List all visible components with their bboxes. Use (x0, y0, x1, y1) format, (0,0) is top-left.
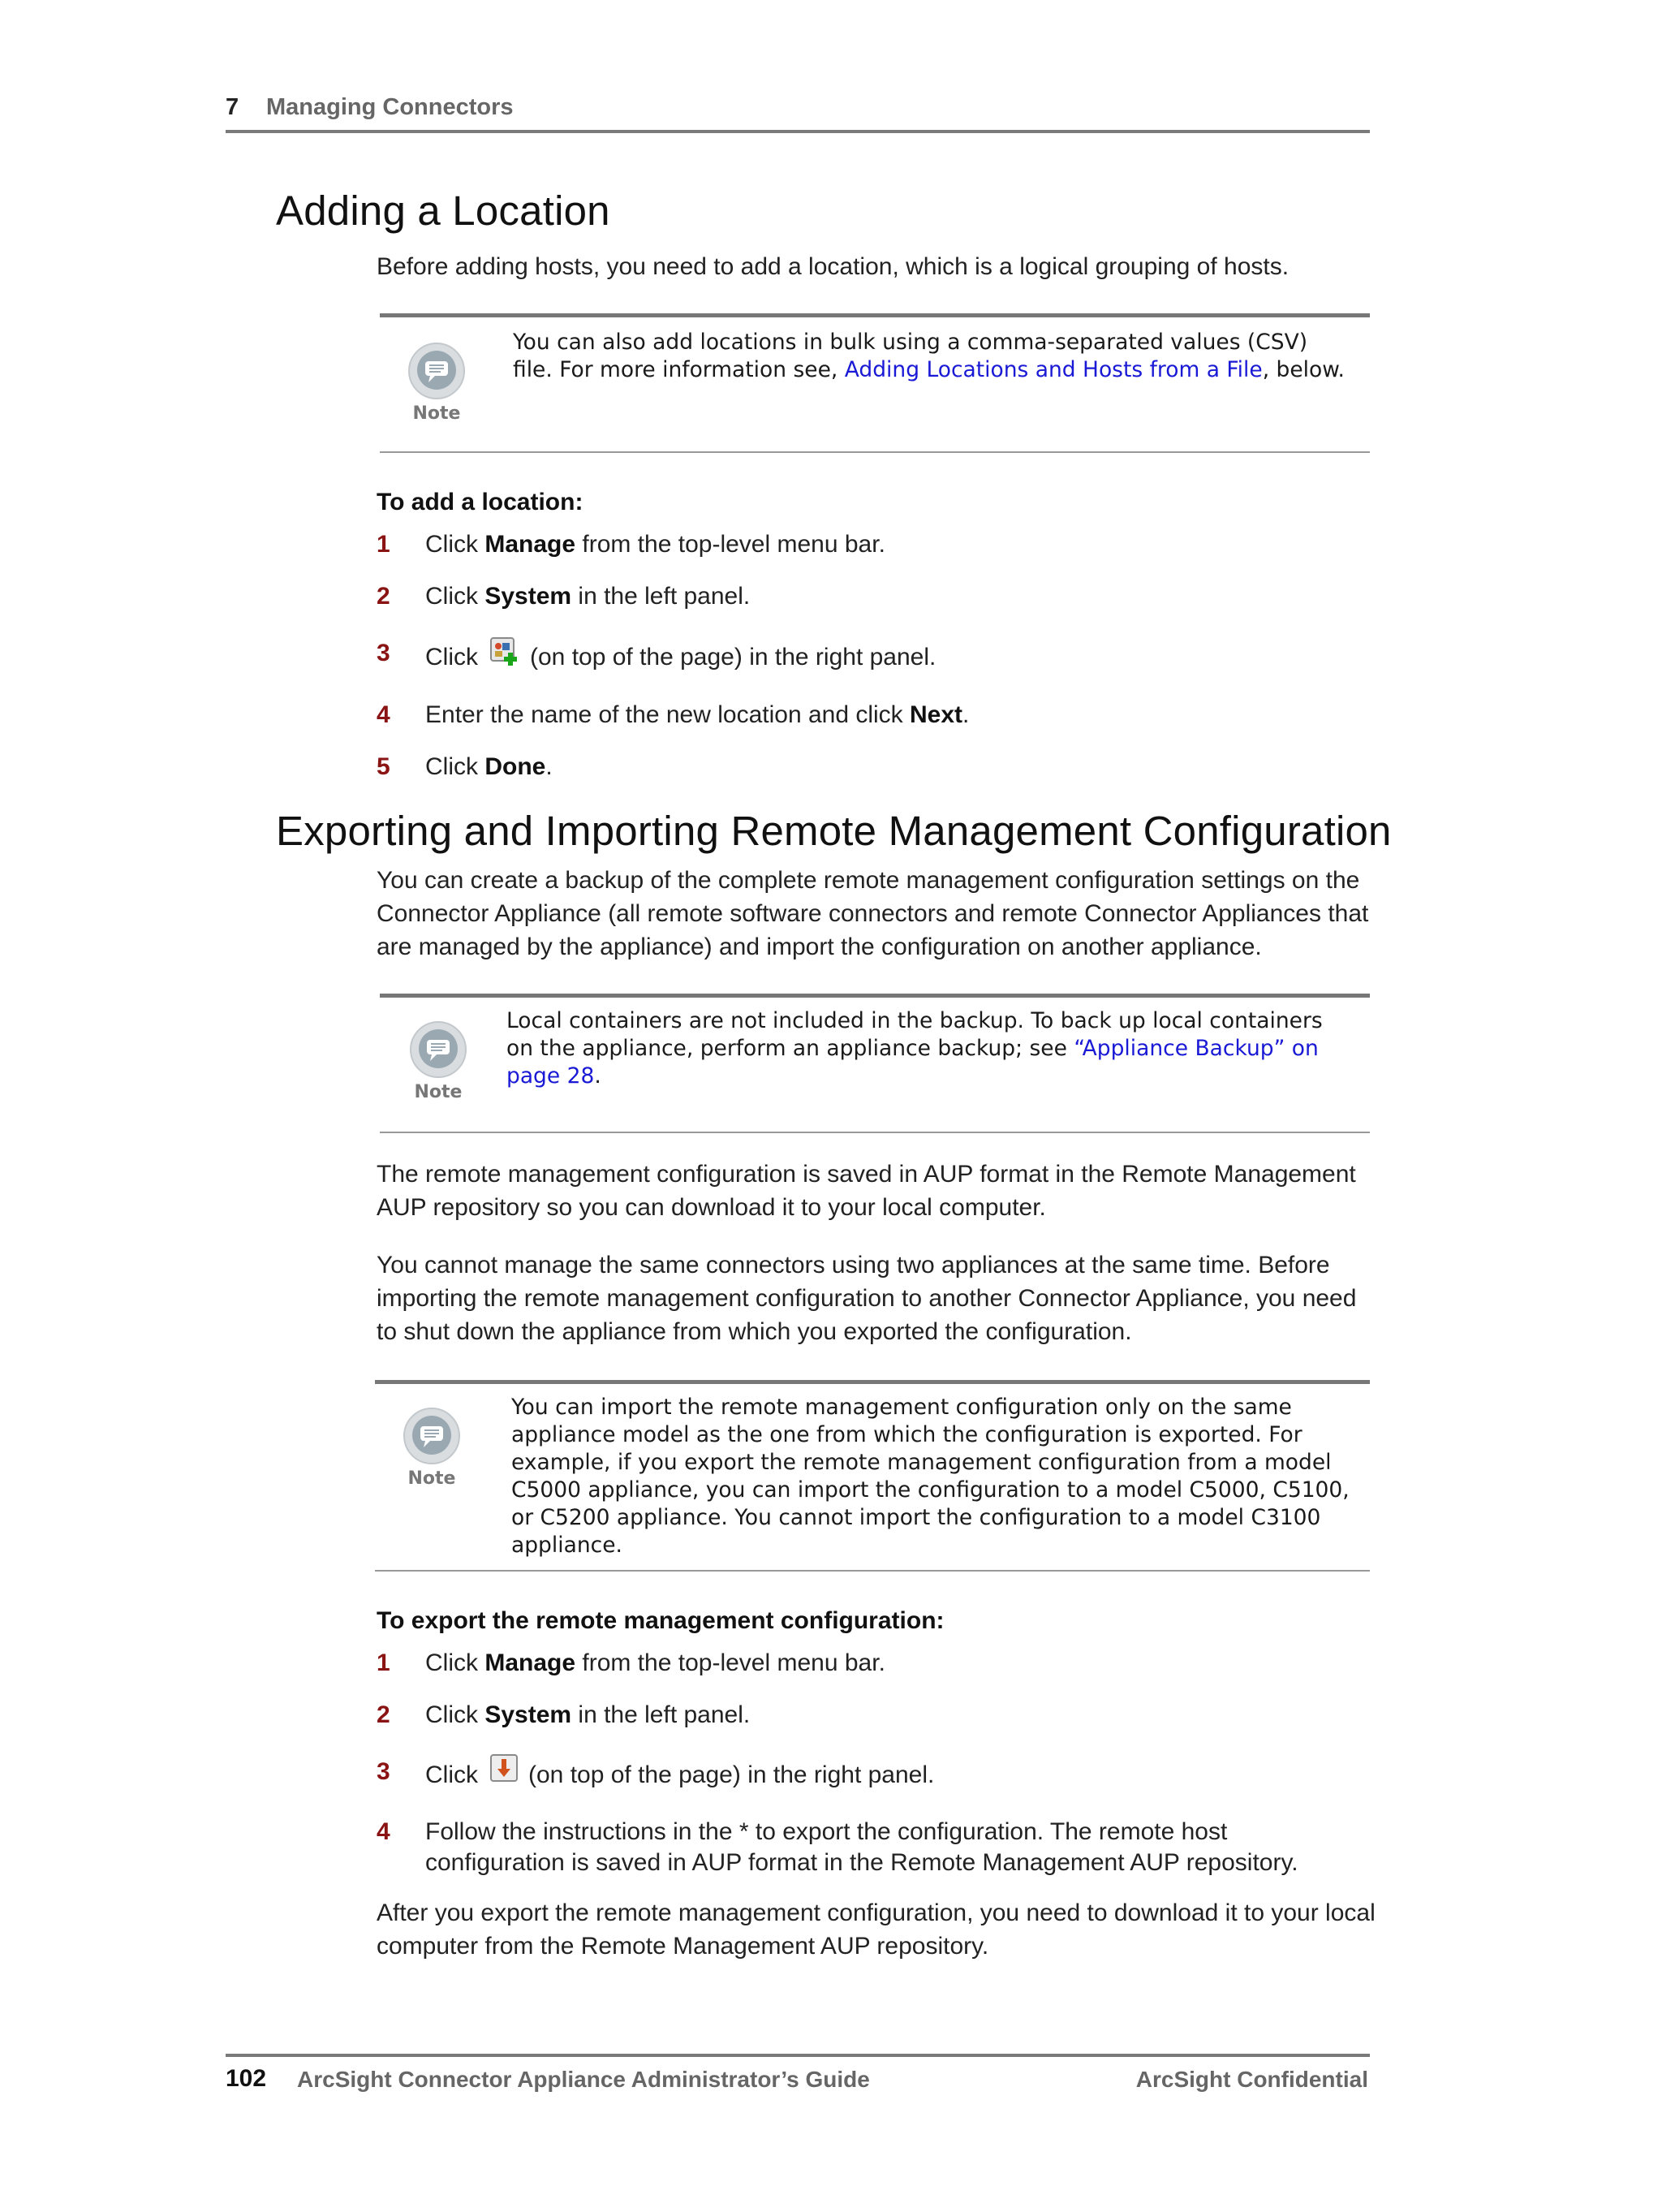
step-number: 4 (377, 701, 390, 728)
button-name-done: Done (484, 753, 546, 780)
paragraph-shutdown: You cannot manage the same connectors using two appliances at the same time. Before importing the remote management configuration to another Connector Appliance, you need to shut down the appliance from which you exported the configuration. (377, 1252, 1357, 1345)
link-adding-locations-hosts-file[interactable]: Adding Locations and Hosts from a File (844, 357, 1263, 382)
note-box-local-containers (380, 994, 1370, 1133)
note-text-csv (513, 329, 1349, 384)
step-text: Click (on top of the page) in the right panel. (425, 638, 1334, 679)
chapter-title: Managing Connectors (266, 94, 514, 120)
note-text-part: , below. (1262, 357, 1345, 382)
step-number: 5 (377, 753, 390, 780)
menu-name-manage: Manage (484, 1649, 576, 1676)
section-title-export-import: Exporting and Importing Remote Management Configuration (276, 808, 1392, 854)
export-download-icon (489, 1753, 520, 1792)
step-text: Click System in the left panel. (425, 583, 751, 610)
step-number: 3 (377, 1758, 390, 1785)
chapter-number: 7 (226, 94, 239, 120)
step-number: 2 (377, 583, 390, 610)
step-number: 1 (377, 1649, 390, 1676)
note-icon (399, 1407, 464, 1489)
step-number: 3 (377, 640, 390, 666)
page-number: 102 (226, 2065, 267, 2092)
step-text: Click Done. (425, 753, 553, 780)
step-number: 2 (377, 1701, 390, 1728)
running-header (226, 91, 1370, 133)
note-text-part: You can also add locations in bulk using a comma-separated values (CSV) file. For more information see, (513, 330, 1308, 382)
step-number: 1 (377, 531, 390, 558)
procedure-title-export: To export the remote management configuration: (377, 1607, 945, 1634)
paragraph-aup-format: The remote management configuration is saved in AUP format in the Remote Management AUP repository so you can download it to your local computer. (377, 1161, 1356, 1221)
section2-intro: You can create a backup of the complete remote management configuration settings on the Connector Appliance (all remote software connectors and remote Connector Appliances that are managed by the appliance) and import the configuration on another appliance. (377, 867, 1369, 960)
add-location-icon (489, 635, 522, 675)
note-text-local-containers (506, 1007, 1350, 1090)
step-text: Click (on top of the page) in the right panel. (425, 1757, 1334, 1796)
step-text: Enter the name of the new location and click Next. (425, 701, 970, 728)
step-number: 4 (377, 1818, 390, 1845)
menu-name-system: System (484, 1701, 572, 1728)
procedure-title-add-location: To add a location: (377, 489, 583, 515)
running-footer (226, 2054, 1370, 2092)
note-box-appliance-model (375, 1380, 1370, 1572)
confidential-label: ArcSight Confidential (1135, 2067, 1368, 2092)
note-label: Note (407, 1468, 456, 1489)
step-text: Follow the instructions in the * to export the configuration. The remote host configuration is saved in AUP format in the Remote Management AUP repository. (425, 1818, 1298, 1876)
note-box-csv (380, 313, 1370, 453)
note-text-appliance-model: You can import the remote management configuration only on the same appliance model as the one from which the configuration is exported. For example, if you export the remote management configuration from a model C5000 appliance, you can import the configuration to a model C5000, C5100, or C5200 appliance. You cannot import the configuration to a model C3100 appliance. (511, 1395, 1350, 1558)
step-text: Click Manage from the top-level menu bar. (425, 1649, 885, 1676)
paragraph-closing: After you export the remote management configuration, you need to download it to your local computer from the Remote Management AUP repository. (377, 1899, 1376, 1960)
note-icon (406, 1020, 471, 1102)
note-label: Note (414, 1082, 463, 1102)
note-text-part: Local containers are not included in the backup. To back up local containers on the appliance, perform an appliance backup; see (506, 1008, 1323, 1061)
menu-name-manage: Manage (484, 531, 576, 558)
note-label: Note (412, 403, 461, 424)
note-icon (404, 342, 469, 424)
button-name-next: Next (910, 701, 963, 728)
step-text: Click System in the left panel. (425, 1701, 751, 1728)
book-title: ArcSight Connector Appliance Administrator’s Guide (297, 2067, 870, 2092)
section1-intro: Before adding hosts, you need to add a location, which is a logical grouping of hosts. (377, 253, 1290, 280)
step-text: Click Manage from the top-level menu bar. (425, 531, 885, 558)
note-text-part: . (594, 1063, 601, 1089)
link-appliance-backup[interactable]: “Appliance Backup” on page 28 (506, 1036, 1319, 1089)
menu-name-system: System (484, 583, 572, 610)
section-title-adding-location: Adding a Location (276, 188, 610, 234)
